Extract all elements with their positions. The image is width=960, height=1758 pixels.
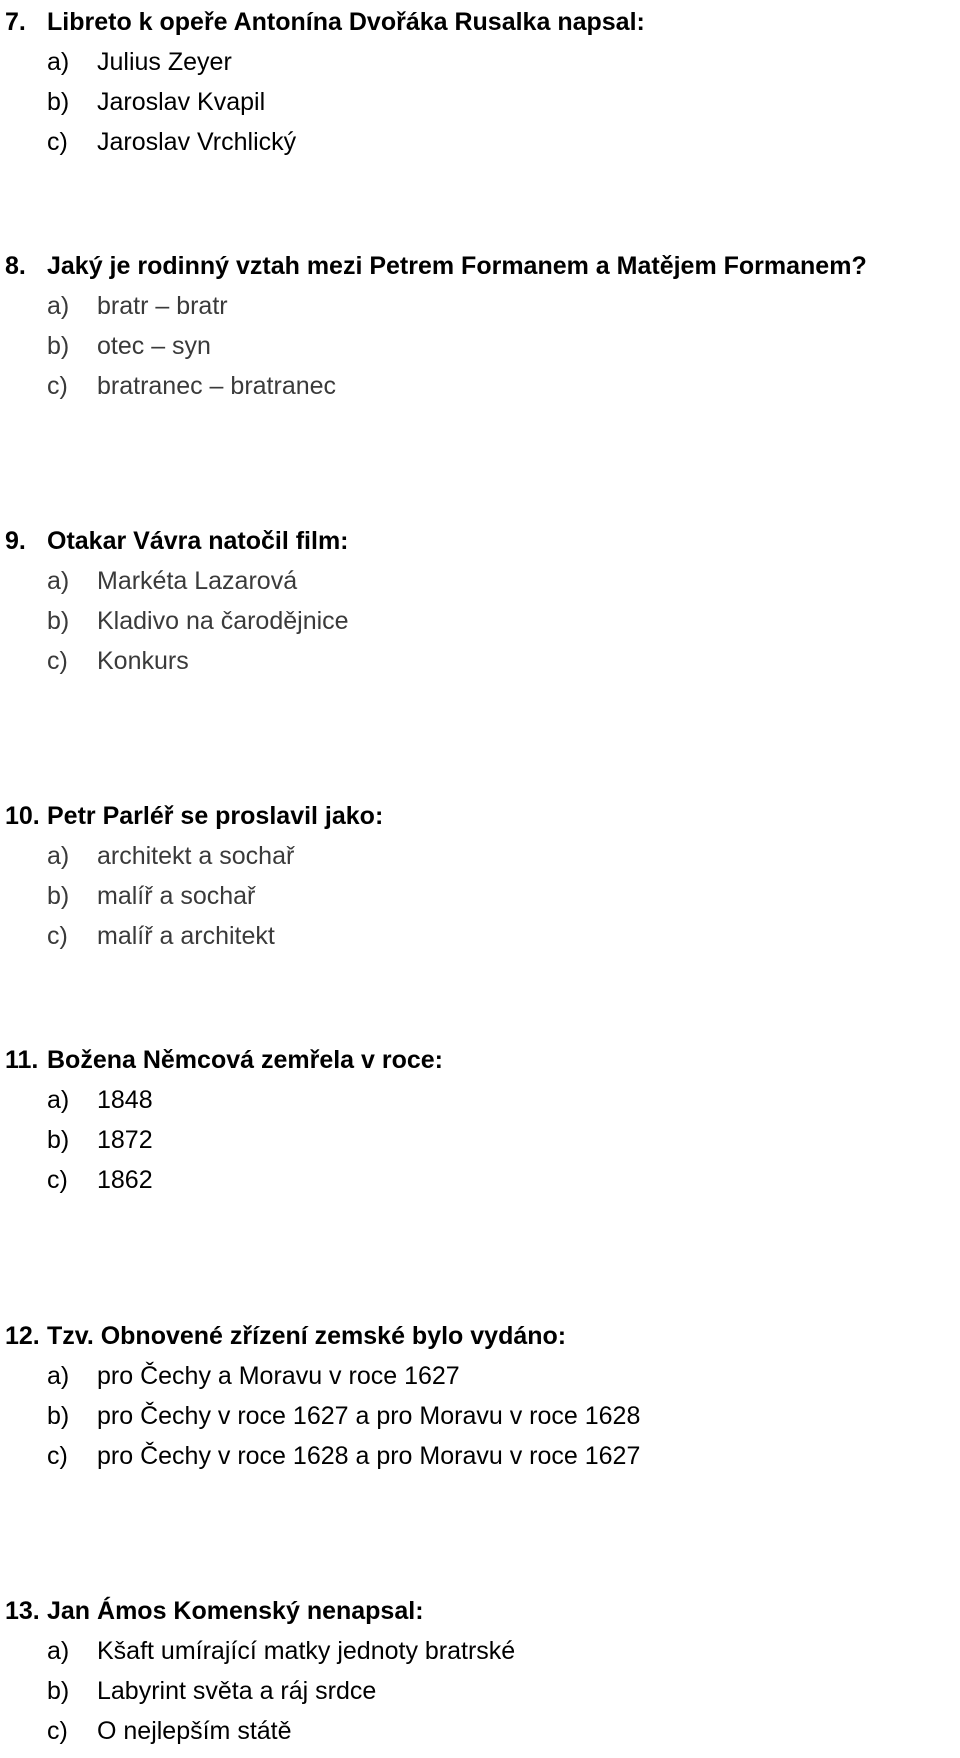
- question-number: 12.: [5, 1322, 40, 1350]
- option-text: Jaroslav Vrchlický: [97, 128, 297, 156]
- question-number: 8.: [5, 252, 26, 280]
- option-text: 1862: [97, 1166, 153, 1194]
- option-letter: b): [47, 1126, 70, 1154]
- option-text: pro Čechy a Moravu v roce 1627: [97, 1362, 460, 1390]
- option-letter: a): [47, 567, 70, 595]
- option-letter: a): [47, 292, 70, 320]
- option-text: Markéta Lazarová: [97, 567, 298, 595]
- question-text: Tzv. Obnovené zřízení zemské bylo vydáno:: [47, 1322, 567, 1350]
- option-text: bratranec – bratranec: [97, 372, 337, 400]
- option-letter: b): [47, 1402, 70, 1430]
- question-number: 7.: [5, 8, 26, 36]
- question-text: Jaký je rodinný vztah mezi Petrem Formanem a Matějem Formanem?: [47, 252, 867, 280]
- option-letter: a): [47, 842, 70, 870]
- option-text: pro Čechy v roce 1628 a pro Moravu v roce 1627: [97, 1442, 641, 1470]
- option-letter: c): [47, 128, 68, 156]
- option-letter: b): [47, 332, 70, 360]
- option-letter: c): [47, 1442, 68, 1470]
- question-number: 11.: [5, 1046, 39, 1074]
- option-letter: c): [47, 647, 68, 675]
- question-text: Petr Parléř se proslavil jako:: [47, 802, 384, 830]
- option-letter: b): [47, 1677, 70, 1705]
- question-number: 10.: [5, 802, 40, 830]
- question-text: Božena Němcová zemřela v roce:: [47, 1046, 444, 1074]
- option-letter: b): [47, 882, 70, 910]
- option-letter: c): [47, 1717, 68, 1745]
- option-text: malíř a architekt: [97, 922, 275, 950]
- option-text: 1848: [97, 1086, 153, 1114]
- option-letter: a): [47, 1362, 70, 1390]
- option-text: architekt a sochař: [97, 842, 295, 870]
- option-text: Julius Zeyer: [97, 48, 232, 76]
- option-text: O nejlepším státě: [97, 1717, 292, 1745]
- option-letter: a): [47, 1637, 70, 1665]
- option-letter: c): [47, 922, 68, 950]
- option-text: otec – syn: [97, 332, 211, 360]
- option-letter: c): [47, 372, 68, 400]
- option-text: Jaroslav Kvapil: [97, 88, 266, 116]
- option-letter: a): [47, 1086, 70, 1114]
- question-text: Libreto k opeře Antonína Dvořáka Rusalka napsal:: [47, 8, 645, 36]
- option-letter: b): [47, 607, 70, 635]
- option-text: 1872: [97, 1126, 153, 1154]
- option-letter: a): [47, 48, 70, 76]
- option-text: Kladivo na čarodějnice: [97, 607, 349, 635]
- question-text: Otakar Vávra natočil film:: [47, 527, 349, 555]
- option-text: bratr – bratr: [97, 292, 228, 320]
- option-text: malíř a sochař: [97, 882, 256, 910]
- question-number: 13.: [5, 1597, 40, 1625]
- question-text: Jan Ámos Komenský nenapsal:: [47, 1597, 424, 1625]
- question-number: 9.: [5, 527, 26, 555]
- option-letter: c): [47, 1166, 68, 1194]
- option-text: Labyrint světa a ráj srdce: [97, 1677, 377, 1705]
- option-text: Konkurs: [97, 647, 189, 675]
- option-letter: b): [47, 88, 70, 116]
- option-text: Kšaft umírající matky jednoty bratrské: [97, 1637, 516, 1665]
- option-text: pro Čechy v roce 1627 a pro Moravu v roce 1628: [97, 1402, 641, 1430]
